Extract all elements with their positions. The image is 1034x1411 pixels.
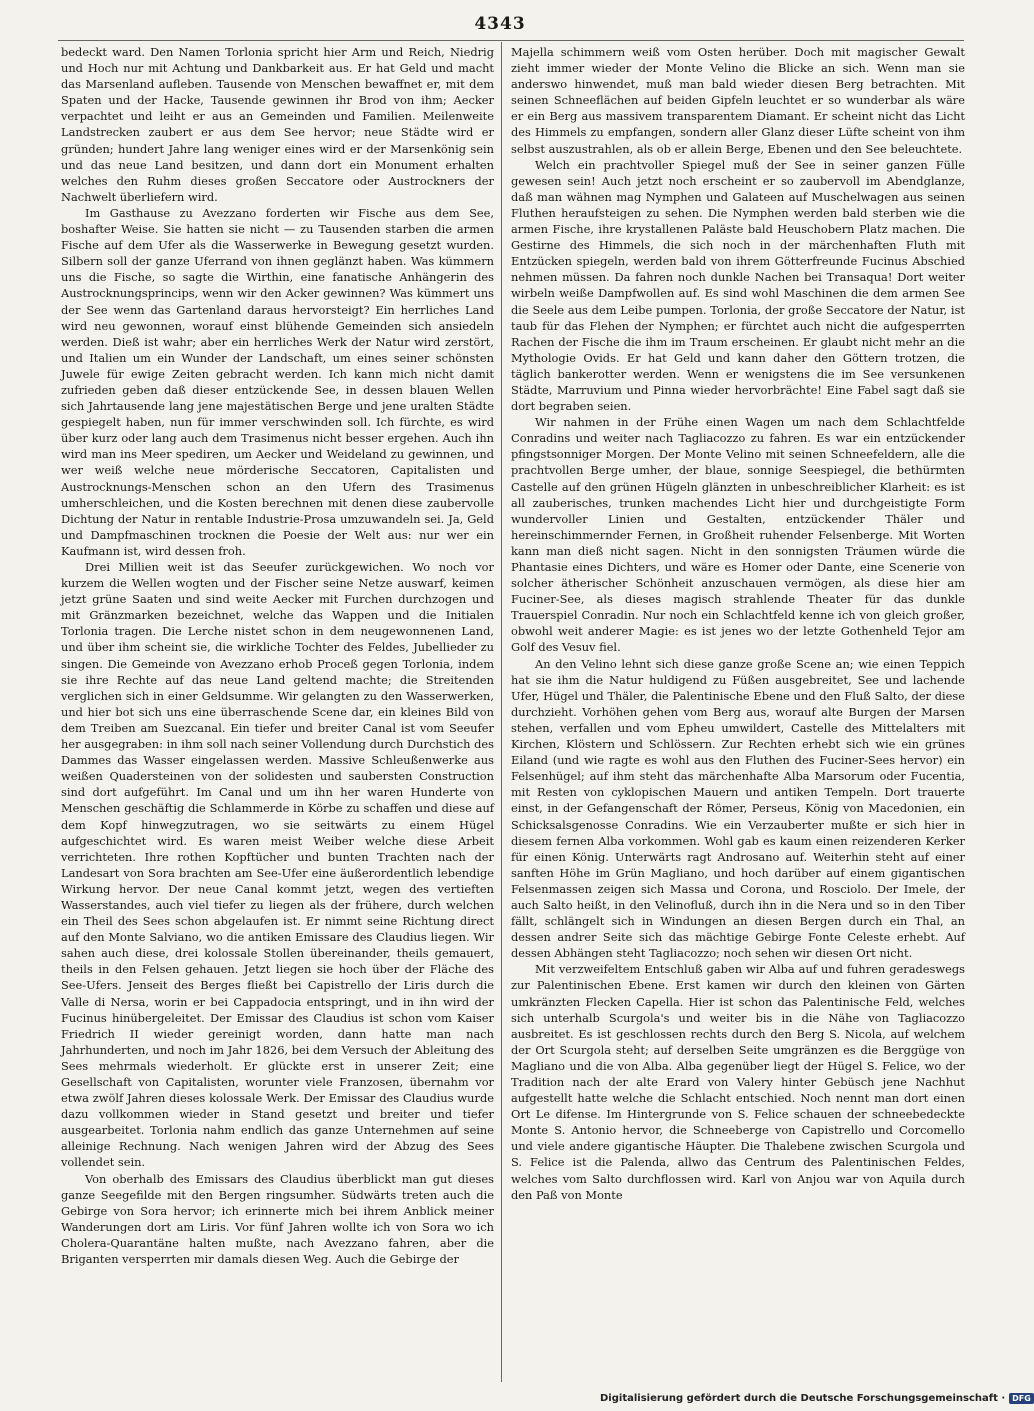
paragraph: Majella schimmern weiß vom Osten herüber. Doch mit magischer Gewalt zieht immer wieder der Monte Velino die Blicke an sich. Wenn man sie anderswo hinwendet, muß man bald wieder diesen Berg betrachten. Mit seinen Schneeflächen auf beiden Gipfeln leuchtet er so wunderbar als wäre er ein Berg aus massivem transparentem Diamant. Er scheint nicht das Licht des Himmels zu empfangen, sondern aller Glanz dieser Lüfte scheint von ihm selbst auszustrahlen, als ob er allein Berge, Ebenen und den See beleuchtete. xyxy=(511,45,965,156)
paragraph: Mit verzweifeltem Entschluß gaben wir Alba auf und fuhren geradeswegs zur Palentinischen Ebene. Erst kamen wir durch den kleinen von Gärten umkränzten Flecken Capella. Hier ist schon das Palentinische Feld, welches sich unterhalb Scurgola's und weiter bis in die Nähe von Tagliacozzo ausbreitet. Es ist geschlossen rechts durch den Berg S. Nicola, auf welchem der Ort Scurgola steht; auf derselben Seite umgränzen es die Berggüge von Magliano und die von Alba. Alba gegenüber liegt der Hügel S. Felice, wo der Tradition nach der alte Erard von Valery hinter Gebüsch jene Nachhut aufgestellt hatte welche die Schlacht entschied. Noch nennt man dort einen Ort Le difense. Im Hintergrunde von S. Felice schauen der schneebedeckte Monte S. Antonio hervor, die Schneeberge von Capistrello und Corcomello und viele andere gigantische Häupter. Die Thalebene zwischen Scurgola und S. Felice ist die Palenda, allwo das Centrum des Palentinischen Feldes, welches vom Salto durchflossen wird. Karl von Anjou war von Aquila durch den Paß von Monte xyxy=(511,962,965,1202)
paragraph: Drei Millien weit ist das Seeufer zurückgewichen. Wo noch vor kurzem die Wellen wogten und der Fischer seine Netze auswarf, keimen jetzt grüne Saaten und sind weite Aecker mit Furchen durchzogen und mit Gränzmarken bezeichnet, welche das Wappen und die Initialen Torlonia tragen. Die Lerche nistet schon in dem neugewonnenen Land, und über ihm scheint sie, die wirkliche Tochter des Feldes, Jubellieder zu singen. Die Gemeinde von Avezzano erhob Proceß gegen Torlonia, indem sie ihre Rechte auf das neue Land geltend machte; die Streitenden verglichen sich in einer Geldsumme. Wir gelangten zu den Wasserwerken, und hier bot sich uns eine überraschende Scene dar, ein kleines Bild von dem Treiben am Suezcanal. Ein tiefer und breiter Canal ist vom Seeufer her ausgegraben: in ihm soll nach seiner Vollendung durch Durchstich des Dammes das Wasser eingelassen werden. Massive Schleußenwerke aus weißen Quadersteinen von der solidesten und saubersten Construction sind dort aufgeführt. Im Canal und um ihn her waren Hunderte von Menschen geschäftig die Schlammerde in Körbe zu schaffen und diese auf dem Kopf hinwegzutragen, wo sie seitwärts zu einem Hügel aufgeschichtet wird. Es waren meist Weiber welche diese Arbeit verrichteten. Ihre rothen Kopftücher und bunten Trachten nach der Landesart von Sora brachten am See-Ufer eine äußerordentlich lebendige Wirkung hervor. Der neue Canal kommt jetzt, wegen des vertieften Wasserstandes, auch viel tiefer zu liegen als der frühere, durch welchen ein Theil des Sees schon abgelaufen ist. Er nimmt seine Richtung direct auf den Monte Salviano, wo die antiken Emissare des Claudius liegen. Wir sahen auch diese, drei kolossale Stollen übereinander, theils gemauert, theils in den Felsen gehauen. Jetzt liegen sie hoch über der Fläche des See-Ufers. Jenseit des Berges fließt bei Capistrello der Liris durch die Valle di Nersa, worin er bei Cappadocia entspringt, und in ihn wird der Fucinus hinübergeleitet. Der Emissar des Claudius ist schon vom Kaiser Friedrich II wieder gereinigt worden, dann hatte man nach Jahrhunderten, und noch im Jahr 1826, bei dem Versuch der Ableitung des Sees mehrmals wiederholt. Er glückte erst in unserer Zeit; eine Gesellschaft von Capitalisten, worunter viele Franzosen, übernahm vor etwa zwölf Jahren dieses kolossale Werk. Der Emissar des Claudius wurde dazu vollkommen wieder in Stand gesetzt und breiter und tiefer ausgearbeitet. Torlonia nahm endlich das ganze Unternehmen auf seine alleinige Rechnung. Nach wenigen Jahren wird der Abzug des Sees vollendet sein. xyxy=(61,560,495,1170)
page-number: 4343 xyxy=(474,14,526,34)
paragraph: An den Velino lehnt sich diese ganze große Scene an; wie einen Teppich hat sie ihm die Natur huldigend zu Füßen ausgebreitet, See und lachende Ufer, Hügel und Thäler, die Palentinische Ebene und den Fluß Salto, der diese durchzieht. Vorhöhen gehen vom Berg aus, worauf alte Burgen der Marsen stehen, verfallen und vom Epheu umwildert, Castelle des Mittelalters mit Kirchen, Klöstern und Schlössern. Zur Rechten erhebt sich wie ein grünes Eiland (und wie ragte es wohl aus den Fluthen des Fuciner-Sees hervor) ein Felsenhügel; auf ihm steht das märchenhafte Alba Marsorum oder Fucentia, mit Resten von cyklopischen Mauern und antiken Tempeln. Dort trauerte einst, in der Gefangenschaft der Römer, Perseus, König von Macedonien, ein Schicksalsgenosse Conradins. Wie ein Verzauberter mußte er sich hier in diesem fernen Alba vorkommen. Wohl gab es kaum einen reizenderen Kerker für einen König. Unterwärts ragt Androsano auf. Weiterhin steht auf einer sanften Höhe im Grün Magliano, und hoch darüber auf einem gigantischen Felsenmassen zeigen sich Massa und Corona, und Rosciolo. Der Imele, der auch Salto heißt, in den Velinofluß, durch ihn in die Nera und so in den Tiber fällt, schlängelt sich in Windungen an diesen Bergen durch ein Thal, an dessen andrer Seite sich das mächtige Gebirge Fonte Celeste erhebt. Auf dessen Abhängen steht Tagliacozzo; noch sehen wir diesen Ort nicht. xyxy=(511,656,965,961)
paragraph: Von oberhalb des Emissars des Claudius überblickt man gut dieses ganze Seegefilde mit den Bergen ringsumher. Südwärts treten auch die Gebirge von Sora hervor; ich erinnerte mich bei ihrem Anblick meiner Wanderungen dort am Liris. Vor fünf Jahren wollte ich von Sora wo ich Cholera-Quarantäne halten mußte, nach Avezzano fahren, aber die Briganten versperrten mir damals diesen Weg. Auch die Gebirge der xyxy=(61,1171,494,1267)
digitization-footer xyxy=(600,1393,1031,1404)
right-column xyxy=(511,44,965,1203)
paragraph: Welch ein prachtvoller Spiegel muß der See in seiner ganzen Fülle gewesen sein! Auch jetzt noch erscheint er so zaubervoll im Abendglanze, daß man wähnen mag Nymphen und Galateen auf Muschelwagen aus seinen Fluthen heraufsteigen zu sehen. Die Nymphen werden bald sterben wie die armen Fische, ihre krystallenen Paläste bald Heuschobern Platz machen. Die Gestirne des Himmels, die sich noch in der märchenhaften Fluth mit Entzücken spiegeln, werden bald von ihrem Götterfreunde Fucinus Abschied nehmen müssen. Da fahren noch dunkle Nachen bei Transaqua! Dort weiter wirbeln weiße Dampfwollen auf. Es sind wohl Maschinen die dem armen See die Seele aus dem Leibe pumpen. Torlonia, der große Seccatore der Natur, ist taub für das Flehen der Nymphen; er fürchtet auch nicht die aufgesperrten Rachen der Fische die ihm im Traum erscheinen. Er glaubt nicht mehr an die Mythologie Ovids. Er hat Geld und kann daher den Göttern trotzen, die täglich bankerotter werden. Wenn er wenigstens die im See versunkenen Städte, Marruvium und Pinna wieder hervorbrächte! Eine Fabel sagt daß sie dort begraben seien. xyxy=(511,157,965,414)
header-rule xyxy=(58,40,964,41)
paragraph: Im Gasthause zu Avezzano forderten wir Fische aus dem See, boshafter Weise. Sie hatten sie nicht — zu Tausenden starben die armen Fische auf dem Ufer als die Wasserwerke in Bewegung gesetzt wurden. Silbern soll der ganze Uferrand von ihnen geglänzt haben. Was kümmern uns die Fische, so sagte die Wirthin, eine fanatische Anhängerin des Austrocknungsprincips, wenn wir den Acker gewinnen? Was kümmert uns der See wenn das Gartenland daraus hervorsteigt? Ein herrliches Land wird neu gewonnen, worauf einst blühende Gemeinden sich ansiedeln werden. Dieß ist wahr; aber ein herrliches Werk der Natur wird zerstört, und Italien um ein Wunder der Landschaft, um eines seiner schönsten Juwele für ewige Zeiten gebracht werden. Ich kann mich nicht damit zufrieden geben daß dieser entzückende See, in dessen blauen Wellen sich Jahrtausende lang jene majestätischen Berge und jene uralten Städte gespiegelt haben, nun für immer verschwinden soll. Ich fürchte, es wird über kurz oder lang auch dem Trasimenus nicht besser ergehen. Auch ihn wird man ins Meer spediren, um Aecker und Weideland zu gewinnen, und wer weiß welche neue mörderische Seccatoren, Capitalisten und Austrocknungs-Menschen schon an den Ufern des Trasimenus umherschleichen, und die Kosten berechnen mit denen diese zaubervolle Dichtung der Natur in rentable Industrie-Prosa umzuwandeln sei. Ja, Geld und Dampfmaschinen trocknen die Poesie der Welt aus: nur wer ein Kaufmann ist, wird dessen froh. xyxy=(61,205,494,558)
column-divider xyxy=(501,42,502,1382)
paragraph: bedeckt ward. Den Namen Torlonia spricht hier Arm und Reich, Niedrig und Hoch nur mit Achtung und Dankbarkeit aus. Er hat Geld und macht das Marsenland aufleben. Tausende von Menschen bewaffnet er, mit dem Spaten und der Hacke, Tausende gewinnen ihr Brod von ihm; Aecker verpachtet und leiht er aus an Gemeinden und Familien. Meilenweite Landstrecken zaubert er aus dem See hervor; neue Städte wird er gründen; hundert Jahre lang weniger eines wird er der Marsenkönig sein und das neue Land besitzen, und dann dort ein Monument erhalten welches den Ruhm dieses großen Seccatore oder Austrockners der Nachwelt überliefern wird. xyxy=(61,45,494,204)
paragraph: Wir nahmen in der Frühe einen Wagen um nach dem Schlachtfelde Conradins und weiter nach Tagliacozzo zu fahren. Es war ein entzückender pfingstsonniger Morgen. Der Monte Velino mit seinen Schneefeldern, alle die prachtvollen Berge umher, der blaue, sonnige Seespiegel, die bethürmten Castelle auf den grünen Hügeln glänzten in unbeschreiblicher Klarheit: es ist all zauberisches, trunken machendes Licht hier und durchgeistigte Form wundervoller Linien und Gestalten, entzückender Thäler und hereinschimmernder Fernen, in Großheit ruhender Felsenberge. Mit Worten kann man dieß nicht sagen. Nicht in den sonnigsten Träumen würde die Phantasie eines Dichters, und wäre es Homer oder Dante, eine Scenerie von solcher ätherischer Schönheit anzuschauen vermögen, als diese hier am Fuciner-See, als dieses magisch strahlende Theater für das dunkle Trauerspiel Conradin. Nur noch ein Schlachtfeld kenne ich von gleich großer, obwohl weit anderer Magie: es ist jenes wo der letzte Gothenheld Tejor am Golf des Vesuv fiel. xyxy=(511,415,965,655)
footer-text: Digitalisierung gefördert durch die Deutsche Forschungsgemeinschaft · xyxy=(600,1393,1006,1404)
dfg-logo: DFG xyxy=(1009,1393,1034,1404)
left-column xyxy=(61,44,494,1267)
